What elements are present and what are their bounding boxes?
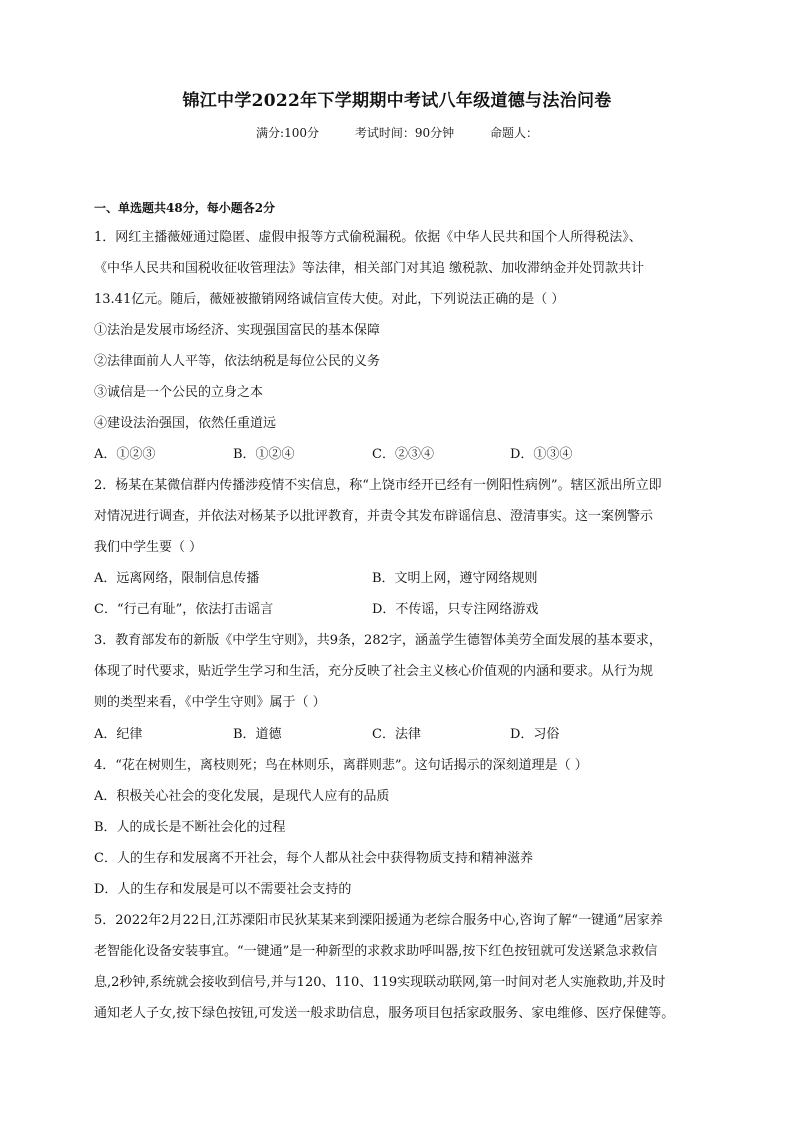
q1-statement: ④建设法治强国，依然任重道远 [94, 416, 277, 431]
q1-option-c: C．②③④ [372, 447, 434, 462]
q5-stem-line: 老智能化设备安装事宜。“一键通”是一种新型的求救求助呼叫器,按下红色按钮就可发送紧急求救信 [94, 944, 658, 959]
q2-option-d: D．不传谣，只专注网络游戏 [372, 602, 539, 617]
full-score: 满分:100分 [256, 126, 319, 140]
q2-option-c: C．“行己有耻”，依法打击谣言 [94, 602, 274, 617]
q4-option-b: B．人的成长是不断社会化的过程 [94, 820, 286, 835]
q3-stem-line: 则的类型来看，《中学生守则》属于（ ） [94, 695, 326, 710]
q1-stem-line: 1．网红主播薇娅通过隐匿、虚假申报等方式偷税漏税。依据《中华人民共和国个人所得税法》、 [94, 230, 642, 245]
exam-meta [0, 124, 794, 141]
q3-option-d: D．习俗 [510, 727, 560, 742]
q4-option-a: A．积极关心社会的变化发展，是现代人应有的品质 [94, 789, 390, 804]
q1-stem-line: 《中华人民共和国税收征收管理法》等法律，相关部门对其追 缴税款、加收滞纳金并处罚款共计 [94, 261, 645, 276]
q4-stem-line: 4．“花在树则生，离枝则死；鸟在林则乐，离群则悲”。这句话揭示的深刻道理是（ ） [94, 758, 588, 773]
q5-stem-line: 5．2022年2月22日,江苏溧阳市民狄某某来到溧阳援通为老综合服务中心,咨询了解“一键通”居家养 [94, 913, 663, 928]
section-heading: 一、单选题共48分，每小题各2分 [94, 201, 276, 215]
q1-option-d: D．①③④ [510, 447, 573, 462]
q3-option-b: B．道德 [233, 727, 282, 742]
q1-statement: ③诚信是一个公民的立身之本 [94, 385, 264, 400]
q1-stem-line: 13.41亿元。随后，薇娅被撤销网络诚信宣传大使。对此，下列说法正确的是（ ） [94, 292, 565, 307]
q4-option-c: C．人的生存和发展离不开社会，每个人都从社会中获得物质支持和精神滋养 [94, 851, 533, 866]
q5-stem-line: 息,2秒钟,系统就会接收到信号,并与120、110、119实现联动联网,第一时间对老人实施救助,并及时 [94, 975, 666, 990]
q3-stem-line: 3．教育部发布的新版《中学生守则》，共9条，282字，涵盖学生德智体美劳全面发展的基本要求， [94, 633, 662, 648]
q1-statement: ②法律面前人人平等，依法纳税是每位公民的义务 [94, 354, 381, 369]
q1-option-a: A．①②③ [94, 447, 156, 462]
q3-option-a: A．纪律 [94, 727, 143, 742]
q2-stem-line: 2．杨某在某微信群内传播涉疫情不实信息，称“上饶市经开已经有一例阳性病例”。辖区派出所立即 [94, 478, 662, 493]
q2-option-b: B．文明上网，遵守网络规则 [372, 571, 538, 586]
q5-stem-line: 通知老人子女,按下绿色按钮,可发送一般求助信息，服务项目包括家政服务、家电维修、医疗保健等。 [94, 1006, 675, 1021]
exam-author: 命题人： [489, 126, 538, 140]
q4-option-d: D．人的生存和发展是可以不需要社会支持的 [94, 882, 352, 897]
q3-stem-line: 体现了时代要求，贴近学生学习和生活，充分反映了社会主义核心价值观的内涵和要求。从行为规 [94, 664, 654, 679]
q2-option-a: A．远离网络，限制信息传播 [94, 571, 260, 586]
q3-option-c: C．法律 [372, 727, 421, 742]
exam-time: 考试时间：90分钟 [354, 126, 455, 140]
q2-stem-line: 对情况进行调查，并依法对杨某予以批评教育，并责令其发布辟谣信息、澄清事实。这一案例警示 [94, 509, 654, 524]
page-title: 锦江中学2022年下学期期中考试八年级道德与法治问卷 [182, 91, 612, 111]
q1-option-b: B．①②④ [233, 447, 295, 462]
q2-stem-line: 我们中学生要（ ） [94, 540, 203, 555]
q1-statement: ①法治是发展市场经济、实现强国富民的基本保障 [94, 323, 381, 338]
